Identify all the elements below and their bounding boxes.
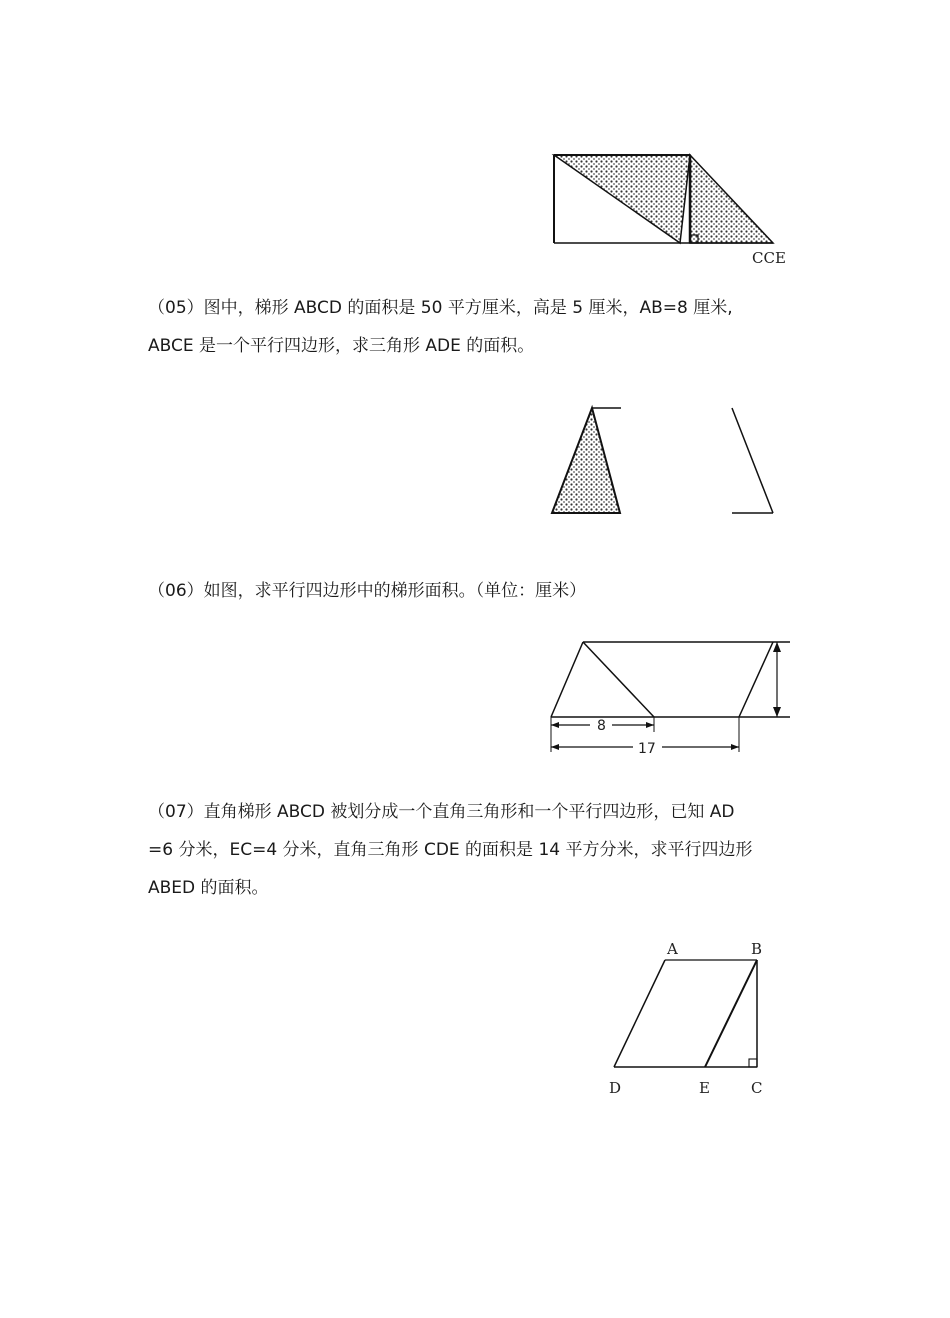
- dimension-17-label: 17: [638, 741, 656, 757]
- problem-05-line2: ABCE 是一个平行四边形，求三角形 ADE 的面积。: [148, 336, 535, 356]
- problem-06-line1: （06）如图，求平行四边形中的梯形面积。（单位：厘米）: [148, 581, 587, 601]
- problem-05-line1: （05）图中，梯形 ABCD 的面积是 50 平方厘米，高是 5 厘米，AB=8 厘米,: [148, 298, 733, 318]
- figure-05-diagram: [540, 398, 790, 523]
- figure-06-diagram: [540, 632, 800, 762]
- shaded-triangle-left: [554, 155, 690, 243]
- shaded-triangle-right: [690, 155, 773, 243]
- problem-05-text: [148, 289, 798, 365]
- point-e-label: E: [699, 1079, 710, 1097]
- problem-07-text: [148, 793, 798, 907]
- point-c-label: C: [751, 1079, 763, 1097]
- point-b-label: B: [751, 940, 763, 958]
- problem-06-text: [148, 572, 798, 610]
- point-a-label: A: [667, 940, 678, 958]
- figure-04-diagram: [540, 145, 800, 275]
- point-d-label: D: [609, 1079, 622, 1097]
- problem-07-line2: =6 分米，EC=4 分米，直角三角形 CDE 的面积是 14 平方分米，求平行四边形: [148, 840, 753, 860]
- figure-04-label: CCE: [752, 249, 786, 267]
- problem-07-line3: ABED 的面积。: [148, 878, 269, 898]
- dimension-8-label: 8: [597, 718, 606, 734]
- figure-07-diagram: [600, 935, 780, 1105]
- shaded-triangle-ade: [552, 408, 620, 513]
- problem-07-line1: （07）直角梯形 ABCD 被划分成一个直角三角形和一个平行四边形，已知 AD: [148, 802, 735, 822]
